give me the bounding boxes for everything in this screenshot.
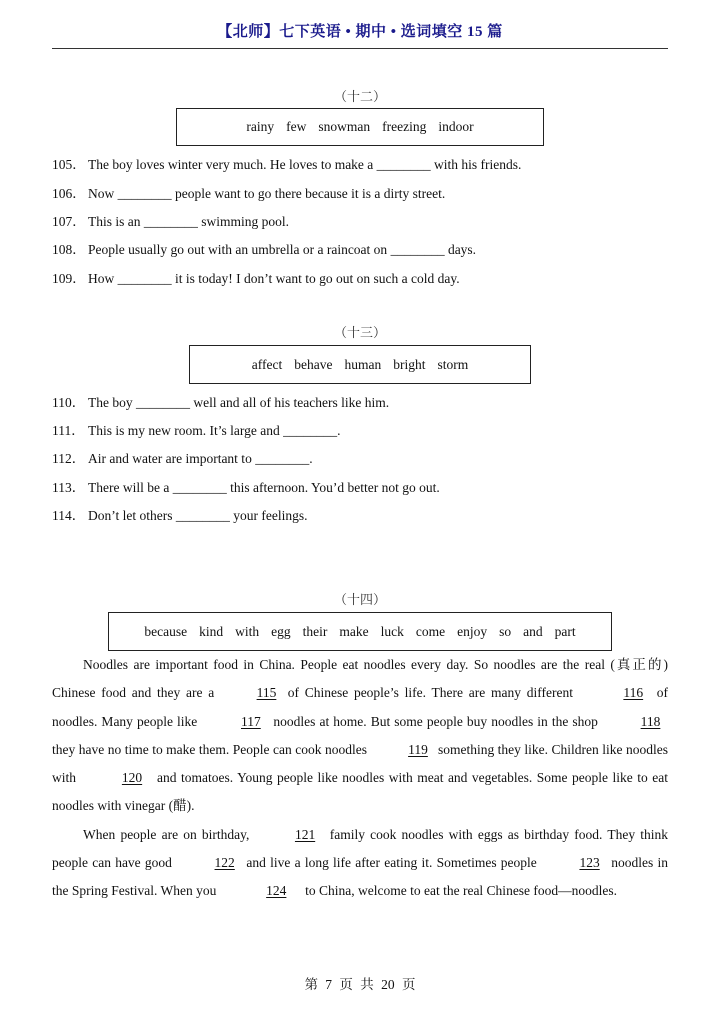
word-bank-item: enjoy <box>457 623 488 639</box>
word-bank-item: few <box>286 119 307 134</box>
word-bank-item: freezing <box>382 119 427 134</box>
question-113: 113． There will be a ________ this afternoon. You’d better not go out. <box>52 480 440 495</box>
answer-blank-118[interactable]: 118 <box>640 713 661 729</box>
answer-blank[interactable]: ________ <box>117 271 172 286</box>
section-12-title: （十二） <box>333 89 386 104</box>
answer-blank-122[interactable]: 122 <box>214 855 235 871</box>
word-bank-item: luck <box>380 623 404 639</box>
section-14-title: （十四） <box>333 592 386 607</box>
answer-blank[interactable]: ________ <box>376 157 431 172</box>
answer-blank-119[interactable]: 119 <box>408 741 428 757</box>
question-108: 108． People usually go out with an umbrella or a raincoat on ________ days. <box>52 242 477 257</box>
word-bank-item: egg <box>271 623 291 639</box>
page-number-footer: 第 7 页 共 20 页 <box>304 977 416 992</box>
word-bank-item: affect <box>251 356 283 372</box>
question-106: 106． Now ________ people want to go there because it is a dirty street. <box>52 186 446 201</box>
answer-blank-120[interactable]: 120 <box>121 770 143 786</box>
question-111: 111． This is my new room. It’s large and ________. <box>52 423 341 438</box>
word-bank-item: with <box>235 623 260 639</box>
section-13-title: （十三） <box>333 325 386 340</box>
header-divider <box>52 48 668 49</box>
word-bank-item: storm <box>437 356 469 372</box>
answer-blank[interactable]: ________ <box>255 451 310 466</box>
answer-blank[interactable]: ________ <box>136 395 190 410</box>
answer-blank-117[interactable]: 117 <box>241 713 261 729</box>
word-bank-item: their <box>302 623 328 639</box>
question-105: 105． The boy loves winter very much. He loves to make a ________ with his friends. <box>52 157 522 172</box>
word-bank-item: and <box>523 623 543 639</box>
passage-paragraph-1: Noodles are important food in China. People eat noodles every day. So noodles are the real (真正的) Chinese food and they are a 115 of Chinese people’s life. There are many different 116 of noodles. Many people like 117 noodles at home. But some people buy noodles in the shop 118 they have no time to make them. People can cook noodles 119 something they like. Children like noodles with 120 and tomatoes. Young people like noodles with meat and vegetables. Some people like to eat noodles with vinegar (醋). <box>52 657 668 814</box>
word-bank-item: rainy <box>246 119 275 134</box>
question-109: 109． How ________ it is today! I don’t want to go out on such a cold day. <box>52 271 460 286</box>
answer-blank-121[interactable]: 121 <box>294 826 316 842</box>
answer-blank[interactable]: ________ <box>172 480 227 495</box>
word-bank-item: kind <box>199 623 224 639</box>
answer-blank-124[interactable]: 124 <box>266 883 287 899</box>
page-header-title: 【北师】七下英语 • 期中 • 选词填空 15 篇 <box>217 24 503 40</box>
word-bank-item: snowman <box>318 119 371 134</box>
answer-blank[interactable]: ________ <box>390 242 445 257</box>
word-bank-item: behave <box>294 356 333 372</box>
answer-blank-123[interactable]: 123 <box>579 855 600 871</box>
question-107: 107． This is an ________ swimming pool. <box>52 214 290 229</box>
word-bank-item: part <box>554 623 576 639</box>
word-bank-item: make <box>339 623 369 639</box>
section-13-word-bank <box>189 345 531 384</box>
answer-blank-115[interactable]: 115 <box>256 685 277 701</box>
section-12-word-bank <box>176 108 544 146</box>
question-112: 112． Air and water are important to ________. <box>52 451 313 466</box>
section-14-word-bank <box>108 612 612 651</box>
word-bank-item: come <box>415 623 446 639</box>
word-bank-item: human <box>344 356 382 372</box>
answer-blank-116[interactable]: 116 <box>623 685 644 701</box>
passage-paragraph-2: When people are on birthday, 121 family cook noodles with eggs as birthday food. They think people can have good 122 and live a long life after eating it. Sometimes people 123 noodles in the Spring Festival. When you 124 to China, welcome to eat the real Chinese food—noodles. <box>52 821 668 906</box>
word-bank-item: because <box>144 623 188 639</box>
answer-blank[interactable]: ________ <box>143 214 198 229</box>
question-110: 110． The boy ________ well and all of his teachers like him. <box>52 395 390 410</box>
cloze-passage <box>52 651 668 906</box>
answer-blank[interactable]: ________ <box>175 508 230 523</box>
word-bank-item: indoor <box>438 119 474 134</box>
word-bank-item: bright <box>393 356 426 372</box>
answer-blank[interactable]: ________ <box>283 423 338 438</box>
question-114: 114． Don’t let others ________ your feelings. <box>52 508 308 523</box>
word-bank-item: so <box>499 623 512 639</box>
answer-blank[interactable]: ________ <box>117 186 172 201</box>
